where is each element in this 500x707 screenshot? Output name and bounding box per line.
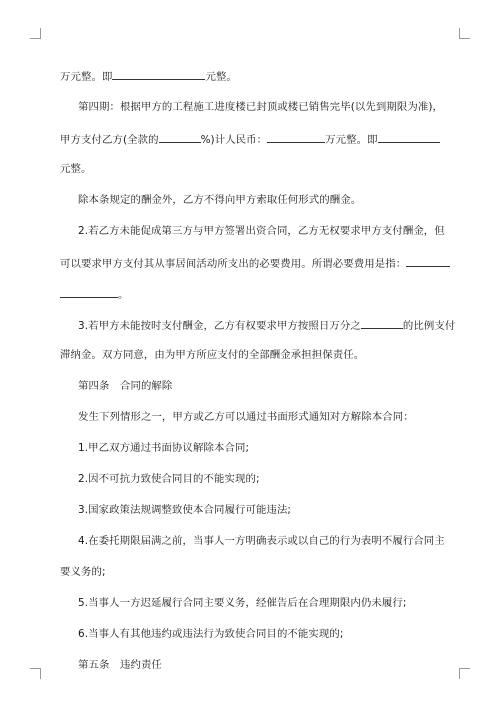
text-segment: 1.甲乙双方通过书面协议解除本合同; — [78, 442, 250, 454]
text-segment: 可以要求甲方支付其从事居间活动所支出的必要费用。所谓必要费用是指： — [60, 258, 407, 270]
text-segment: 第四条 合同的解除 — [78, 380, 173, 392]
list-item — [78, 472, 260, 486]
paragraph-line — [60, 131, 440, 147]
paragraph-line — [78, 224, 445, 238]
fill-in-blank — [112, 68, 205, 80]
fill-in-blank — [159, 131, 201, 143]
fill-in-blank — [267, 131, 325, 143]
section-heading — [78, 658, 162, 672]
list-item — [78, 627, 344, 641]
list-item — [78, 441, 249, 455]
text-segment: 元整。 — [60, 163, 92, 175]
fill-in-blank — [361, 317, 403, 329]
text-segment: 3.国家政策法规调整致使本合同履行可能违法; — [78, 504, 292, 516]
fill-in-blank — [60, 286, 118, 298]
paragraph-line — [60, 348, 364, 362]
crop-mark-bottom-left — [30, 668, 41, 679]
text-segment: 要义务的; — [60, 566, 106, 578]
paragraph-line — [78, 317, 455, 333]
text-segment: %)计人民币： — [200, 134, 268, 146]
section-heading — [78, 379, 172, 393]
list-item — [78, 503, 291, 517]
text-segment: 第五条 违约责任 — [78, 659, 162, 671]
crop-mark-top-right — [459, 28, 470, 39]
paragraph-line — [60, 255, 450, 271]
crop-mark-bottom-right — [459, 668, 470, 679]
paragraph-line — [60, 286, 129, 302]
paragraph-line — [78, 100, 443, 114]
text-segment: 滞纳金。双方同意，由为甲方所应支付的全部酬金承担担保责任。 — [60, 349, 365, 361]
text-segment: 的比例支付 — [402, 320, 456, 332]
text-segment: 2.因不可抗力致使合同目的不能实现的; — [78, 473, 260, 485]
text-segment: 发生下列情形之一，甲方或乙方可以通过书面形式通知对方解除本合同： — [78, 411, 414, 423]
text-segment: 。 — [118, 289, 129, 301]
crop-mark-top-left — [30, 28, 41, 39]
paragraph-line — [60, 68, 237, 84]
text-segment: 万元整。即 — [60, 71, 113, 83]
list-item — [78, 596, 406, 610]
text-segment: 第四期：根据甲方的工程施工进度楼已封顶或楼已销售完毕(以先到期限为准)， — [78, 101, 443, 113]
fill-in-blank — [378, 131, 440, 143]
list-item — [78, 534, 445, 548]
text-segment: 除本条规定的酬金外，乙方不得向甲方索取任何形式的酬金。 — [78, 194, 362, 206]
text-segment: 4.在委托期限届满之前，当事人一方明确表示或以自己的行为表明不履行合同主 — [78, 535, 445, 547]
text-segment: 6.当事人有其他违约或违法行为致使合同目的不能实现的; — [78, 628, 344, 640]
paragraph-line — [78, 193, 361, 207]
paragraph-line — [60, 162, 91, 176]
text-segment: 2.若乙方未能促成第三方与甲方签署出资合同，乙方无权要求甲方支付酬金，但 — [78, 225, 445, 237]
fill-in-blank — [406, 255, 450, 267]
text-segment: 5.当事人一方迟延履行合同主要义务，经催告后在合理期限内仍未履行; — [78, 597, 407, 609]
text-segment: 甲方支付乙方(全款的 — [60, 134, 159, 146]
text-segment: 元整。 — [205, 71, 237, 83]
text-segment: 3.若甲方未能按时支付酬金，乙方有权要求甲方按照日万分之 — [78, 320, 361, 332]
paragraph-line — [60, 565, 106, 579]
paragraph-line — [78, 410, 414, 424]
text-segment: 万元整。即 — [325, 134, 378, 146]
